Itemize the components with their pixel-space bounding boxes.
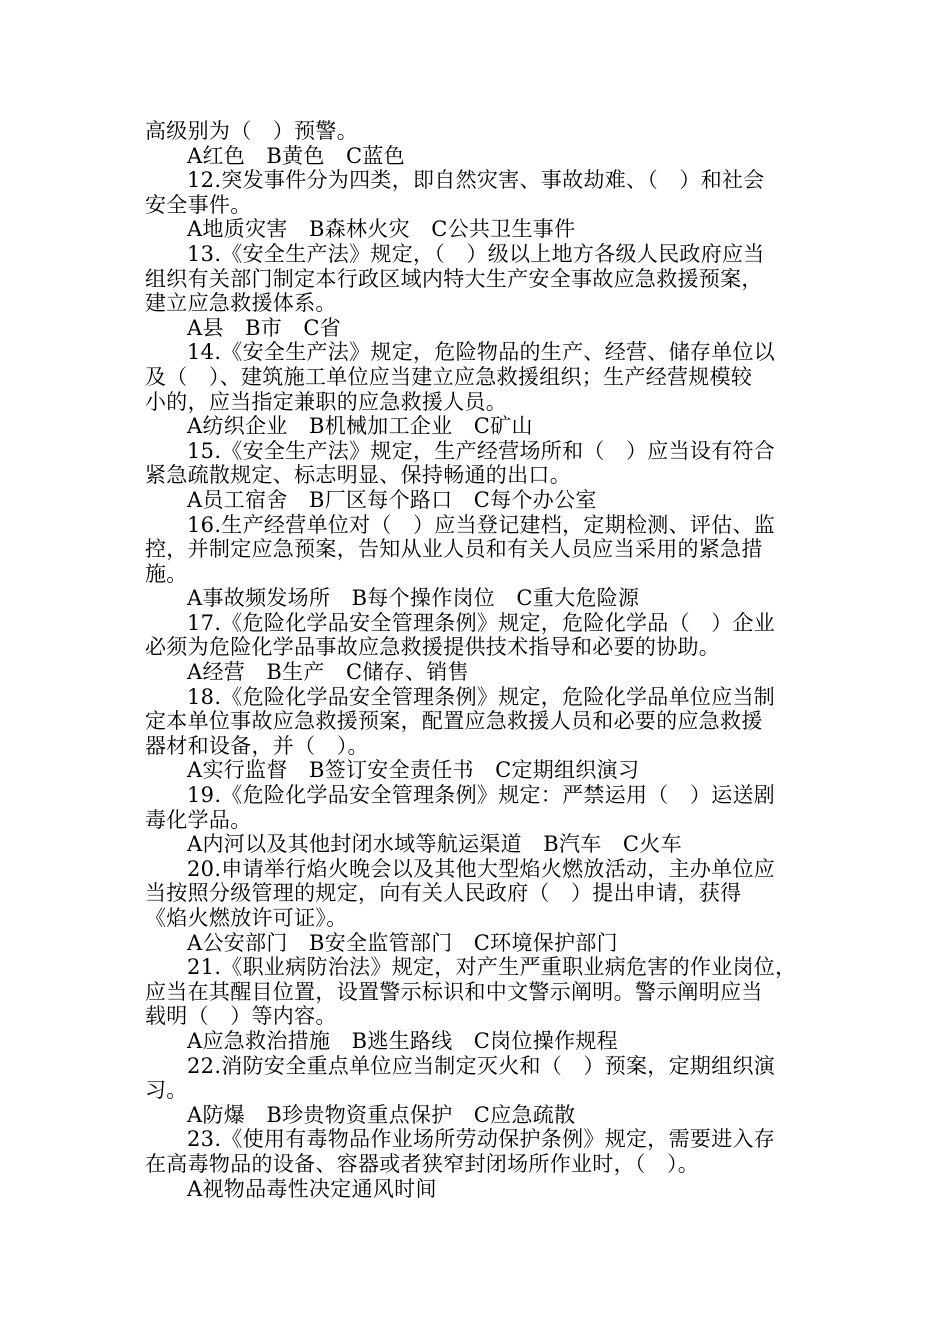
- text-line: A员工宿舍 B厂区每个路口 C每个办公室: [187, 487, 597, 512]
- text-line: A公安部门 B安全监管部门 C环境保护部门: [187, 930, 618, 955]
- text-line: 紧急疏散规定、标志明显、保持畅通的出口。: [145, 463, 571, 488]
- text-line: 19.《危险化学品安全管理条例》规定：严禁运用（ ）运送剧: [187, 783, 776, 808]
- text-line: 及（ ）、建筑施工单位应当建立应急救援组织；生产经营规模较: [145, 364, 753, 389]
- text-line: A事故频发场所 B每个操作岗位 C重大危险源: [187, 586, 640, 611]
- text-line: 施。: [145, 561, 188, 586]
- text-line: A防爆 B珍贵物资重点保护 C应急疏散: [187, 1102, 576, 1127]
- text-line: 毒化学品。: [145, 807, 252, 832]
- text-line: 安全事件。: [145, 192, 252, 217]
- text-line: 20.申请举行焰火晚会以及其他大型焰火燃放活动，主办单位应: [187, 856, 776, 881]
- text-line: 16.生产经营单位对（ ）应当登记建档，定期检测、评估、监: [187, 512, 776, 537]
- text-line: 必须为危险化学品事故应急救援提供技术指导和必要的协助。: [145, 635, 721, 660]
- text-line: 22.消防安全重点单位应当制定灭火和（ ）预案，定期组织演: [187, 1053, 776, 1078]
- text-line: 当按照分级管理的规定，向有关人民政府（ ）提出申请，获得: [145, 881, 742, 906]
- text-line: A红色 B黄色 C蓝色: [187, 143, 405, 168]
- text-line: 高级别为（ ）预警。: [145, 119, 358, 143]
- text-line: 13.《安全生产法》规定，（ ）级以上地方各级人民政府应当: [187, 241, 765, 266]
- text-line: 器材和设备，并（ ）。: [145, 733, 369, 758]
- text-line: A地质灾害 B森林火灾 C公共卫生事件: [187, 217, 576, 242]
- text-line: 23.《使用有毒物品作业场所劳动保护条例》规定，需要进入存: [187, 1127, 776, 1152]
- text-line: A应急救治措施 B逃生路线 C岗位操作规程: [187, 1028, 618, 1053]
- text-line: A纺织企业 B机械加工企业 C矿山: [187, 414, 533, 439]
- text-line: 15.《安全生产法》规定，生产经营场所和（ ）应当设有符合: [187, 438, 776, 463]
- text-line: A实行监督 B签订安全责任书 C定期组织演习: [187, 758, 640, 783]
- text-line: 12.突发事件分为四类，即自然灾害、事故劫难、（ ）和社会: [187, 168, 765, 193]
- text-line: A内河以及其他封闭水域等航运渠道 B汽车 C火车: [187, 832, 682, 857]
- text-line: 小的，应当指定兼职的应急救援人员。: [145, 389, 508, 414]
- document-page: [145, 119, 817, 1201]
- text-line: 定本单位事故应急救援预案，配置应急救援人员和必要的应急救援: [145, 709, 763, 734]
- text-line: A视物品毒性决定通风时间: [187, 1176, 437, 1201]
- text-line: 18.《危险化学品安全管理条例》规定，危险化学品单位应当制: [187, 684, 776, 709]
- text-line: 组织有关部门制定本行政区域内特大生产安全事故应急救援预案，: [145, 266, 763, 291]
- text-line: 载明（ ）等内容。: [145, 1004, 337, 1029]
- text-line: 《焰火燃放许可证》。: [145, 906, 348, 930]
- text-line: A经营 B生产 C储存、销售: [187, 660, 469, 685]
- text-line: 21.《职业病防治法》规定，对产生严重职业病危害的作业岗位，: [187, 955, 797, 980]
- text-line: 应当在其醒目位置，设置警示标识和中文警示阐明。警示阐明应当: [145, 979, 763, 1004]
- text-line: 在高毒物品的设备、容器或者狭窄封闭场所作业时，（ ）。: [145, 1151, 700, 1176]
- text-line: 习。: [145, 1078, 188, 1103]
- text-line: A县 B市 C省: [187, 315, 342, 340]
- text-line: 17.《危险化学品安全管理条例》规定，危险化学品（ ）企业: [187, 610, 776, 635]
- text-line: 控，并制定应急预案，告知从业人员和有关人员应当采用的紧急措: [145, 537, 763, 562]
- text-line: 14.《安全生产法》规定，危险物品的生产、经营、储存单位以: [187, 340, 776, 365]
- text-line: 建立应急救援体系。: [145, 291, 337, 316]
